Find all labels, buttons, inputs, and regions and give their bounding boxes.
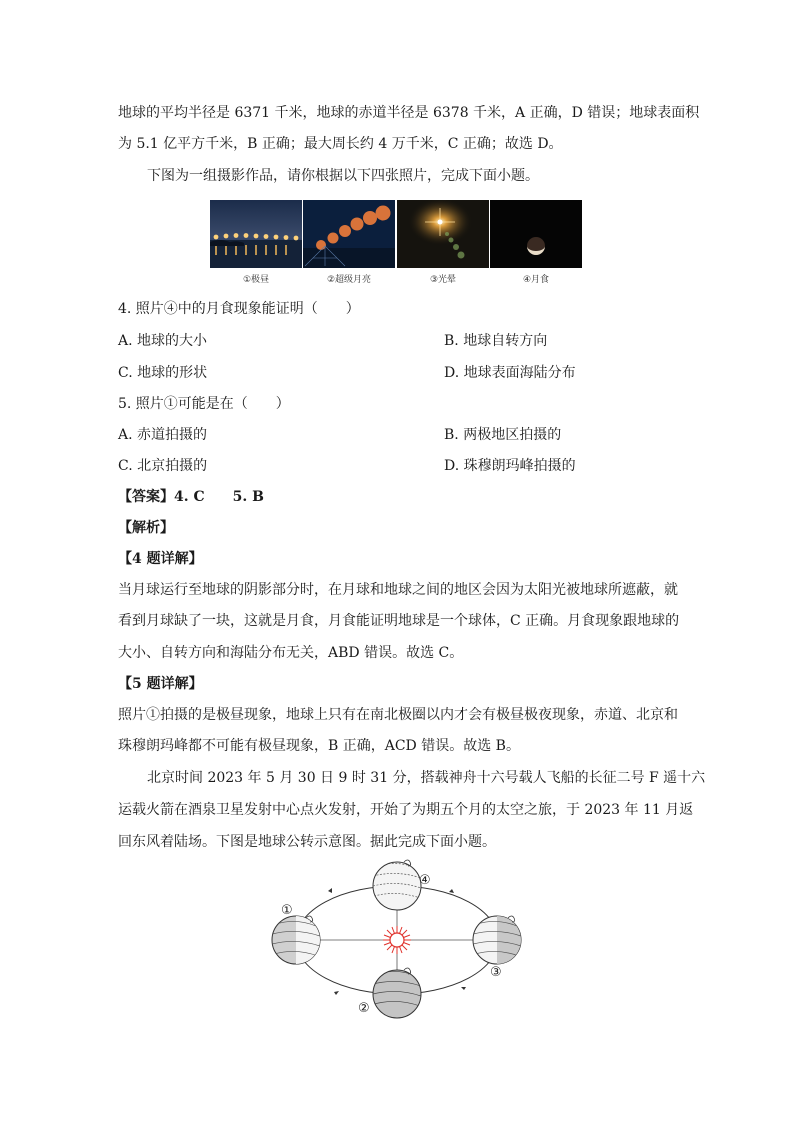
q4-option-d: D. 地球表面海陆分布: [444, 365, 576, 381]
earth-position-2: [373, 968, 421, 1018]
earth-position-1: [272, 914, 322, 966]
q5-stem: 5. 照片①可能是在（ ）: [118, 396, 290, 412]
intro-line-2: 为 5.1 亿平方千米，B 正确；最大周长约 4 万千米，C 正确；故选 D。: [118, 136, 563, 152]
q5-option-c: C. 北京拍摄的: [118, 458, 208, 474]
photo-polar-day: [210, 200, 302, 268]
label-position-2: ②: [358, 1001, 370, 1016]
earth-position-4: [373, 860, 421, 910]
caption-photo-1: ①极昼: [242, 275, 270, 285]
caption-photo-4: ④月食: [522, 275, 550, 285]
photo-super-moon: [303, 200, 395, 268]
passage-line-2: 运载火箭在酒泉卫星发射中心点火发射，开始了为期五个月的太空之旅，于 2023 年 11 月返: [118, 802, 694, 818]
label-position-4: ④: [419, 873, 431, 888]
detail4-line-3: 大小、自转方向和海陆分布无关，ABD 错误。故选 C。: [118, 645, 464, 661]
detail5-label: 【5 题详解】: [118, 676, 203, 692]
intro-line-1: 地球的平均半径是 6371 千米，地球的赤道半径是 6378 千米，A 正确，D 错误；地球表面积: [118, 105, 700, 121]
answer: 【答案】4. C 5. B: [118, 489, 264, 505]
photo-halo: [397, 200, 489, 268]
earth-orbit-diagram: [268, 858, 530, 1023]
label-position-3: ③: [490, 965, 502, 980]
passage-line-1: 北京时间 2023 年 5 月 30 日 9 时 31 分，搭载神舟十六号载人飞船的长征二号 F 遥十六: [147, 770, 706, 786]
q5-option-d: D. 珠穆朗玛峰拍摄的: [444, 458, 576, 474]
q5-option-b: B. 两极地区拍摄的: [444, 427, 562, 443]
q4-option-a: A. 地球的大小: [118, 333, 208, 349]
analysis-label: 【解析】: [118, 520, 174, 536]
earth-position-3: [473, 914, 523, 966]
q4-stem: 4. 照片④中的月食现象能证明（ ）: [118, 301, 360, 317]
q5-option-a: A. 赤道拍摄的: [118, 427, 208, 443]
q4-option-c: C. 地球的形状: [118, 365, 208, 381]
sun-icon: [383, 926, 411, 954]
detail4-label: 【4 题详解】: [118, 551, 203, 567]
detail5-line-1: 照片①拍摄的是极昼现象，地球上只有在南北极圈以内才会有极昼极夜现象，赤道、北京和: [118, 707, 678, 723]
passage-line-3: 回东风着陆场。下图是地球公转示意图。据此完成下面小题。: [118, 834, 496, 850]
detail4-line-1: 当月球运行至地球的阴影部分时，在月球和地球之间的地区会因为太阳光被地球所遮蔽，就: [118, 582, 678, 598]
label-position-1: ①: [281, 903, 293, 918]
detail4-line-2: 看到月球缺了一块，这就是月食，月食能证明地球是一个球体，C 正确。月食现象跟地球的: [118, 613, 680, 629]
caption-photo-2: ②超级月亮: [326, 275, 372, 285]
intro-line-3: 下图为一组摄影作品，请你根据以下四张照片，完成下面小题。: [147, 168, 539, 184]
q4-option-b: B. 地球自转方向: [444, 333, 548, 349]
detail5-line-2: 珠穆朗玛峰都不可能有极昼现象，B 正确，ACD 错误。故选 B。: [118, 738, 520, 754]
caption-photo-3: ③光晕: [429, 275, 457, 285]
photo-lunar-eclipse: [490, 200, 582, 268]
